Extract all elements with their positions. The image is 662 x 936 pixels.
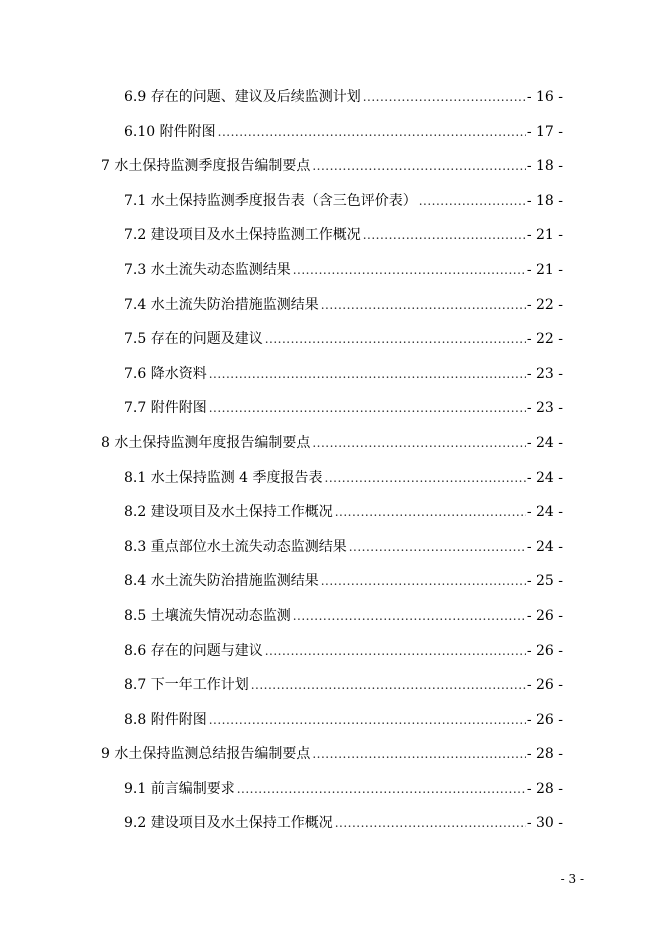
toc-leader-dots [349, 530, 526, 565]
toc-entry-page: - 21 - [526, 227, 563, 244]
toc-entry[interactable] [0, 391, 662, 426]
toc-entry-title: 7.6 降水资料 [124, 365, 207, 382]
toc-entry-title: 8.5 土壤流失情况动态监测 [124, 607, 291, 624]
toc-entry[interactable] [0, 772, 662, 807]
toc-leader-dots [209, 703, 526, 738]
toc-entry[interactable] [0, 634, 662, 669]
toc-entry[interactable] [0, 426, 662, 461]
toc-entry-title: 6.9 存在的问题、建议及后续监测计划 [124, 89, 361, 105]
toc-entry-page: - 24 - [526, 434, 563, 451]
toc-entry-title: 8.4 水土流失防治措施监测结果 [124, 573, 319, 590]
toc-entry-title: 7.3 水土流失动态监测结果 [124, 261, 291, 278]
toc-leader-dots [237, 772, 526, 807]
toc-entry-line [124, 495, 563, 530]
toc-entry-page: - 28 - [526, 746, 563, 763]
toc-entry-title: 7.1 水土保持监测季度报告表（含三色评价表） [124, 192, 417, 209]
toc-entry-page: - 26 - [526, 642, 563, 659]
toc-entry-title: 8.6 存在的问题与建议 [124, 642, 263, 659]
toc-entry-line [124, 253, 563, 288]
toc-leader-dots [325, 461, 526, 496]
toc-entry-page: - 25 - [526, 573, 563, 590]
toc-entry-title: 7.4 水土流失防治措施监测结果 [124, 296, 319, 313]
toc-entry-line [124, 80, 563, 115]
toc-entry[interactable] [0, 149, 662, 184]
toc-entry-line [124, 322, 563, 357]
toc-entry-title: 8.1 水土保持监测 4 季度报告表 [124, 469, 323, 486]
toc-leader-dots [321, 564, 526, 599]
toc-leader-dots [265, 322, 526, 357]
toc-entry-page: - 24 - [526, 538, 563, 555]
toc-leader-dots [265, 634, 526, 669]
toc-entry-title: 9.1 前言编制要求 [124, 780, 235, 797]
toc-entry[interactable] [0, 703, 662, 738]
toc-entry[interactable] [0, 564, 662, 599]
toc-entry[interactable] [0, 253, 662, 288]
toc-entry[interactable] [0, 737, 662, 772]
toc-entry-line [124, 115, 563, 150]
toc-entry-line [124, 391, 563, 426]
toc-entry-line [124, 461, 563, 496]
toc-entry-page: - 23 - [526, 365, 563, 382]
toc-entry-line [101, 737, 563, 772]
toc-entry[interactable] [0, 668, 662, 703]
toc-entry[interactable] [0, 806, 662, 841]
toc-entry-line [124, 564, 563, 599]
toc-entry-page: - 30 - [526, 815, 563, 832]
toc-entry-title: 6.10 附件附图 [124, 123, 216, 140]
toc-entry-page: - 18 - [526, 158, 563, 175]
toc-entry-title: 8.2 建设项目及水土保持工作概况 [124, 504, 333, 521]
page-number: - 3 - [560, 872, 584, 886]
toc-leader-dots [312, 426, 525, 461]
toc-entry-title: 9 水土保持监测总结报告编制要点 [101, 746, 311, 763]
toc-entry-page: - 28 - [526, 780, 563, 797]
toc-entry[interactable] [0, 530, 662, 565]
toc-leader-dots [293, 253, 526, 288]
toc-entry-line [101, 149, 563, 184]
toc-entry[interactable] [0, 495, 662, 530]
toc-entry[interactable] [0, 357, 662, 392]
toc-entry-line [124, 703, 563, 738]
toc-entry-line [101, 426, 563, 461]
toc-entry-line [124, 288, 563, 323]
toc-entry-line [124, 218, 563, 253]
toc-entry[interactable] [0, 322, 662, 357]
toc-entry-title: 7.2 建设项目及水土保持监测工作概况 [124, 227, 361, 244]
toc-entry[interactable] [0, 184, 662, 219]
toc-leader-dots [209, 357, 526, 392]
toc-leader-dots [312, 149, 525, 184]
toc-leader-dots [363, 80, 526, 115]
toc-entry-line [124, 530, 563, 565]
toc-entry-page: - 18 - [526, 192, 563, 209]
toc-entry[interactable] [0, 288, 662, 323]
toc-entry[interactable] [0, 80, 662, 115]
toc-entry-title: 7.5 存在的问题及建议 [124, 331, 263, 348]
toc-entry-page: - 24 - [526, 504, 563, 521]
toc-entry-line [124, 668, 563, 703]
toc-entry-line [124, 772, 563, 807]
toc-entry-title: 8.8 附件附图 [124, 711, 207, 728]
toc-leader-dots [335, 495, 526, 530]
toc-entry-line [124, 184, 563, 219]
toc-entry[interactable] [0, 599, 662, 634]
toc-entry-title: 8 水土保持监测年度报告编制要点 [101, 434, 311, 451]
toc-entry-title: 7.7 附件附图 [124, 400, 207, 417]
toc-entry-title: 8.7 下一年工作计划 [124, 677, 249, 694]
toc-leader-dots [321, 288, 526, 323]
toc-entry-page: - 16 - [526, 89, 563, 105]
toc-entry-line [124, 634, 563, 669]
toc-entry-page: - 21 - [526, 261, 563, 278]
toc-leader-dots [419, 184, 526, 219]
toc-entry-title: 9.2 建设项目及水土保持工作概况 [124, 815, 333, 832]
toc-entry-title: 7 水土保持监测季度报告编制要点 [101, 158, 311, 175]
toc-entry-page: - 22 - [526, 296, 563, 313]
toc-entry[interactable] [0, 461, 662, 496]
toc-leader-dots [363, 218, 526, 253]
toc-entry-page: - 26 - [526, 711, 563, 728]
toc-entry[interactable] [0, 115, 662, 150]
toc-entry-page: - 22 - [526, 331, 563, 348]
toc-entry-line [124, 806, 563, 841]
toc-leader-dots [312, 737, 525, 772]
toc-leader-dots [335, 806, 526, 841]
toc-leader-dots [251, 668, 526, 703]
toc-entry-line [124, 357, 563, 392]
toc-entry-line [124, 599, 563, 634]
toc-entry-page: - 24 - [526, 469, 563, 486]
toc-entry[interactable] [0, 218, 662, 253]
toc-entry-page: - 26 - [526, 677, 563, 694]
toc-entry-page: - 17 - [526, 123, 563, 140]
toc-entry-page: - 23 - [526, 400, 563, 417]
table-of-contents [0, 80, 662, 841]
toc-leader-dots [218, 115, 526, 150]
toc-entry-title: 8.3 重点部位水土流失动态监测结果 [124, 538, 347, 555]
toc-entry-page: - 26 - [526, 607, 563, 624]
toc-leader-dots [209, 391, 526, 426]
toc-leader-dots [293, 599, 526, 634]
